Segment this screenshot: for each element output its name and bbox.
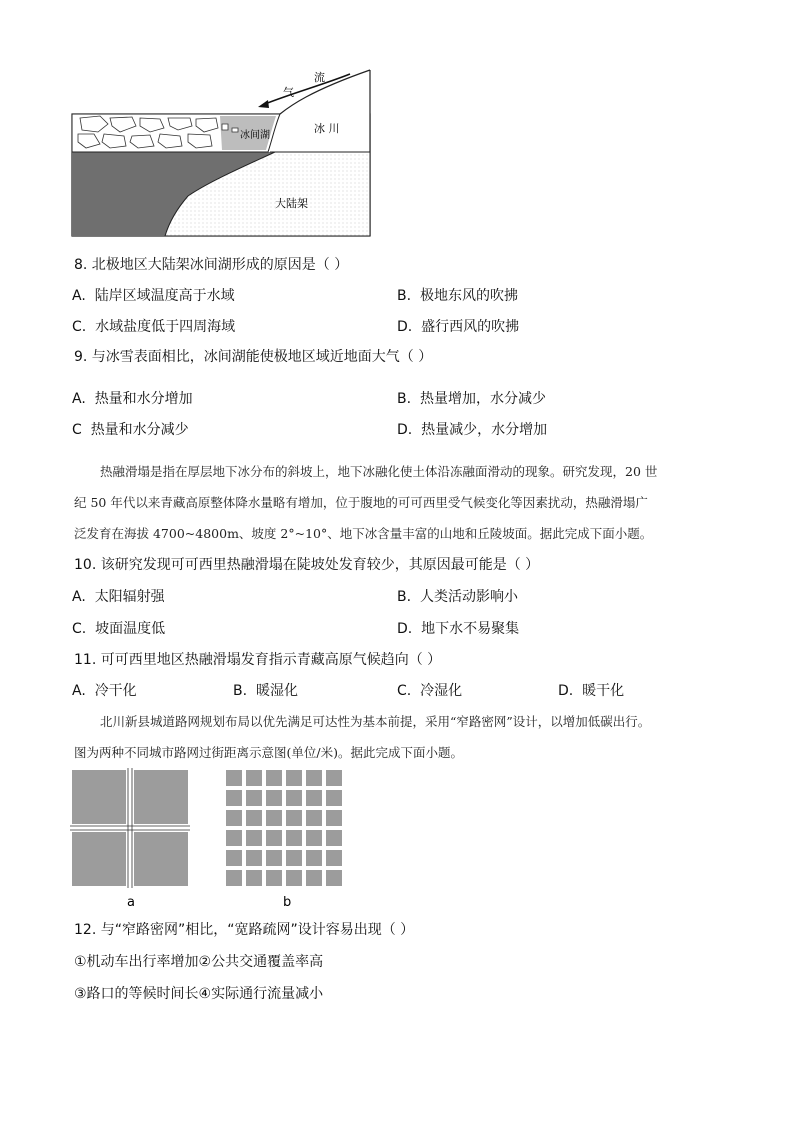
option-letter: B.: [233, 683, 248, 699]
question-10-stem: 10. 该研究发现可可西里热融滑塌在陡坡处发育较少，其原因最可能是（ ）: [74, 557, 540, 573]
city-block: [286, 770, 302, 786]
q9-option-c: [72, 421, 189, 439]
option-text: 热量和水分减少: [90, 422, 189, 438]
city-block: [246, 850, 262, 866]
option-letter: C.: [72, 319, 87, 335]
city-block: [226, 790, 242, 806]
label-polynya: 冰间湖: [240, 130, 270, 141]
city-block: [266, 790, 282, 806]
option-letter: B.: [397, 288, 412, 304]
option-letter: A.: [72, 288, 86, 304]
option-letter: D.: [397, 621, 413, 637]
grid-b: [226, 770, 342, 886]
q11-option-b: [233, 682, 298, 700]
city-block: [266, 810, 282, 826]
q11-option-d: [558, 682, 624, 700]
city-block: [326, 830, 342, 846]
q10-option-c: [72, 620, 165, 638]
city-block: [306, 770, 322, 786]
option-text: 暖湿化: [255, 683, 298, 699]
q11-option-a: [72, 682, 137, 700]
city-block: [246, 770, 262, 786]
option-text: 陆岸区域温度高于水域: [94, 288, 235, 304]
option-text: 冷干化: [94, 683, 137, 699]
city-block: [286, 810, 302, 826]
q9-option-d: [397, 421, 547, 439]
label-glacier: 冰 川: [314, 122, 340, 135]
option-letter: D.: [558, 683, 574, 699]
question-8-stem: 8. 北极地区大陆架冰间湖形成的原因是（ ）: [74, 257, 349, 273]
city-block: [246, 830, 262, 846]
option-letter: A.: [72, 391, 86, 407]
q8-option-a: [72, 287, 235, 305]
question-11-stem: 11. 可可西里地区热融滑塌发育指示青藏高原气候趋向（ ）: [74, 652, 442, 668]
city-block: [226, 870, 242, 886]
option-letter: D.: [397, 319, 413, 335]
option-text: 盛行西风的吹拂: [421, 319, 520, 335]
label-gas: 气: [283, 86, 294, 99]
option-letter: A.: [72, 683, 86, 699]
city-block: [286, 790, 302, 806]
q10-option-a: [72, 588, 165, 606]
q8-option-c: [72, 318, 235, 336]
label-a: a: [127, 895, 135, 910]
city-block: [286, 830, 302, 846]
city-block: [246, 870, 262, 886]
option-letter: A.: [72, 589, 86, 605]
q11-option-c: [397, 682, 462, 700]
city-block: [226, 850, 242, 866]
passage-1-line-1: 热融滑塌是指在厚层地下冰分布的斜坡上，地下冰融化使土体沿冻融面滑动的现象。研究发现，20 世: [100, 464, 658, 479]
option-text: 地下水不易聚集: [421, 621, 520, 637]
q8-option-d: [397, 318, 519, 336]
label-shelf: 大陆架: [275, 197, 308, 210]
city-block: [266, 850, 282, 866]
city-block: [306, 830, 322, 846]
city-block: [266, 770, 282, 786]
option-letter: B.: [397, 391, 412, 407]
city-block: [326, 790, 342, 806]
q10-option-b: [397, 588, 518, 606]
city-block: [326, 770, 342, 786]
city-block: [266, 830, 282, 846]
label-b: b: [283, 895, 292, 910]
option-text: 水域盐度低于四周海域: [95, 319, 236, 335]
city-block: [246, 790, 262, 806]
q12-items-line-1: ①机动车出行率增加②公共交通覆盖率高: [74, 954, 324, 970]
city-block: [306, 790, 322, 806]
passage-1-line-3: 泛发育在海拔 4700~4800m、坡度 2°~10°、地下冰含量丰富的山地和丘陵坡面。据此完成下面小题。: [74, 526, 653, 541]
option-letter: D.: [397, 422, 413, 438]
option-text: 坡面温度低: [95, 621, 166, 637]
passage-2-line-2: 图为两种不同城市路网过街距离示意图(单位/米)。据此完成下面小题。: [74, 745, 463, 760]
passage-1-line-2: 纪 50 年代以来青藏高原整体降水量略有增加，位于腹地的可可西里受气候变化等因素扰动，热融滑塌广: [74, 495, 648, 510]
q9-option-b: [397, 390, 546, 408]
option-text: 热量增加，水分减少: [419, 391, 546, 407]
q10-option-d: [397, 620, 519, 638]
city-block: [226, 810, 242, 826]
option-text: 人类活动影响小: [419, 589, 518, 605]
road-network-figure: [70, 768, 350, 910]
option-text: 极地东风的吹拂: [419, 288, 518, 304]
option-text: 冷湿化: [420, 683, 463, 699]
city-block: [226, 830, 242, 846]
option-letter: C.: [72, 621, 87, 637]
grid-a: [70, 768, 190, 888]
city-block: [286, 870, 302, 886]
option-text: 暖干化: [582, 683, 625, 699]
city-block: [226, 770, 242, 786]
label-flow: 流: [314, 71, 325, 84]
option-letter: B.: [397, 589, 412, 605]
city-block: [306, 870, 322, 886]
city-block: [306, 810, 322, 826]
question-12-stem: 12. 与“窄路密网”相比，“宽路疏网”设计容易出现（ ）: [74, 922, 415, 938]
option-text: 热量减少，水分增加: [421, 422, 548, 438]
question-9-stem: 9. 与冰雪表面相比，冰间湖能使极地区域近地面大气（ ）: [74, 349, 433, 365]
city-block: [326, 810, 342, 826]
city-block: [306, 850, 322, 866]
city-block: [286, 850, 302, 866]
q8-option-b: [397, 287, 518, 305]
city-block: [266, 870, 282, 886]
q12-items-line-2: ③路口的等候时间长④实际通行流量减小: [74, 986, 324, 1002]
option-letter: C: [72, 422, 82, 438]
city-block: [326, 870, 342, 886]
city-block: [326, 850, 342, 866]
passage-2-line-1: 北川新县城道路网规划布局以优先满足可达性为基本前提，采用“窄路密网”设计，以增加低碳出行。: [100, 714, 651, 729]
option-text: 太阳辐射强: [94, 589, 165, 605]
option-text: 热量和水分增加: [94, 391, 193, 407]
city-block: [246, 810, 262, 826]
option-letter: C.: [397, 683, 412, 699]
polynya-diagram: [70, 66, 375, 240]
q9-option-a: [72, 390, 193, 408]
